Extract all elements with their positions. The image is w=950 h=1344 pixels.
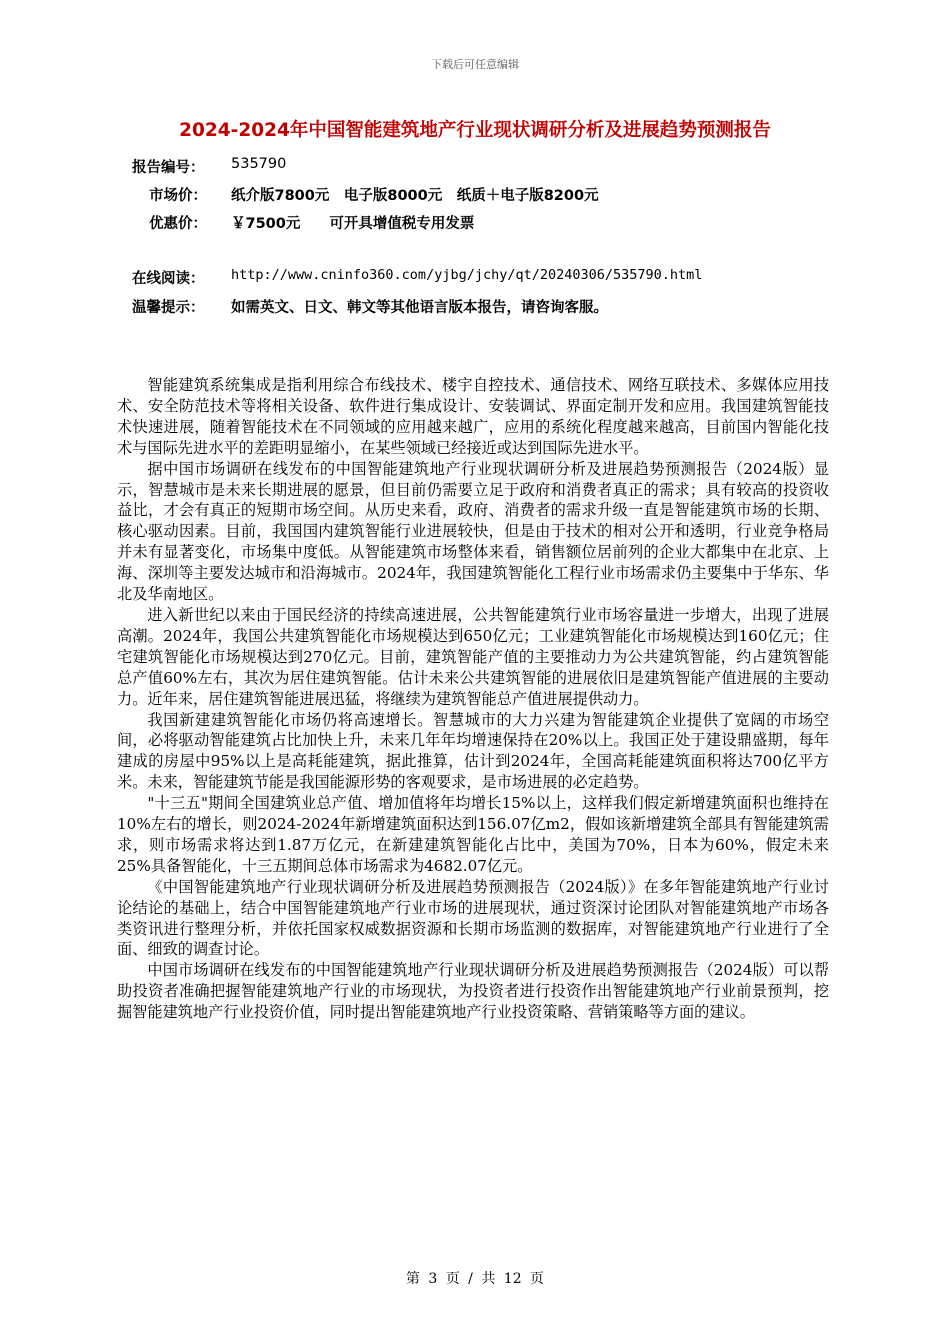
body-paragraph: 中国市场调研在线发布的中国智能建筑地产行业现状调研分析及进展趋势预测报告（2024版）可以帮助投资者准确把握智能建筑地产行业的市场现状，为投资者进行投资作出智能建筑地产行业前景预判，挖掘智能建筑地产行业投资价值，同时提出智能建筑地产行业投资策略、营销策略等方面的建议。 <box>117 961 829 1022</box>
body-paragraph: 《中国智能建筑地产行业现状调研分析及进展趋势预测报告（2024版）》在多年智能建筑地产行业讨论结论的基础上，结合中国智能建筑地产行业市场的进展现状，通过资深讨论团队对智能建筑地产市场各类资讯进行整理分析，并依托国家权威数据资源和长期市场监测的数据库，对智能建筑地产行业进行了全面、细致的调查讨论。 <box>117 877 829 959</box>
report-number-label: 报告编号： <box>132 160 205 176</box>
discount-price-label: 优惠价： <box>149 216 207 232</box>
body-paragraph: 进入新世纪以来由于国民经济的持续高速进展，公共智能建筑行业市场容量进一步增大，出现了进展高潮。2024年，我国公共建筑智能化市场规模达到650亿元；工业建筑智能化市场规模达到160亿元；住宅建筑智能化市场规模达到270亿元。目前，建筑智能产值的主要推动力为公共建筑智能，约占建筑智能总产值60%左右，其次为居住建筑智能。估计未来公共建筑智能的进展依旧是建筑智能产值进展的主要动力。近年来，居住建筑智能进展迅猛，将继续为建筑智能总产值进展提供动力。 <box>117 605 829 708</box>
online-reading-link[interactable]: http://www.cninfo360.com/yjbg/jchy/qt/20240306/535790.html <box>231 267 703 283</box>
tip-value: 如需英文、日文、韩文等其他语言版本报告，请咨询客服。 <box>231 300 608 316</box>
body-paragraph: "十三五"期间全国建筑业总产值、增加值将年均增长15%以上，这样我们假定新增建筑面积也维持在10%左右的增长，则2024-2024年新增建筑面积达到156.07亿m2，假如该新增建筑全部具有智能建筑需求，则市场需求将达到1.87万亿元，在新建建筑智能化占比中，美国为70%，日本为60%，假定未来25%具备智能化，十三五期间总体市场需求为4682.07亿元。 <box>117 794 829 875</box>
report-body <box>117 375 829 1023</box>
page-footer: 第 3 页 / 共 12 页 <box>405 1271 545 1287</box>
market-price-value: 纸介版7800元 电子版8000元 纸质＋电子版8200元 <box>231 188 599 204</box>
report-number-value: 535790 <box>231 156 287 172</box>
body-paragraph: 我国新建建筑智能化市场仍将高速增长。智慧城市的大力兴建为智能建筑企业提供了宽阔的市场空间，必将驱动智能建筑占比加快上升，未来几年年均增速保持在20%以上。我国正处于建设鼎盛期，每年建成的房屋中95%以上是高耗能建筑，据此推算，估计到2024年，全国高耗能建筑面积将达700亿平方米。未来，智能建筑节能是我国能源形势的客观要求，是市场进展的必定趋势。 <box>117 710 829 792</box>
body-paragraph: 智能建筑系统集成是指利用综合布线技术、楼宇自控技术、通信技术、网络互联技术、多媒体应用技术、安全防范技术等将相关设备、软件进行集成设计、安装调试、界面定制开发和应用。我国建筑智能技术快速进展，随着智能技术在不同领域的应用越来越广，应用的系统化程度越来越高，目前国内智能化技术与国际先进水平的差距明显缩小，在某些领域已经接近或达到国际先进水平。 <box>117 376 829 457</box>
discount-price-value: ￥7500元 可开具增值税专用发票 <box>231 216 475 232</box>
report-title: 2024-2024年中国智能建筑地产行业现状调研分析及进展趋势预测报告 <box>179 120 771 141</box>
market-price-label: 市场价： <box>149 188 207 204</box>
tip-label: 温馨提示： <box>132 300 205 316</box>
header-note: 下载后可任意编辑 <box>431 58 519 71</box>
body-paragraph: 据中国市场调研在线发布的中国智能建筑地产行业现状调研分析及进展趋势预测报告（2024版）显示，智慧城市是未来长期进展的愿景，但目前仍需要立足于政府和消费者真正的需求；具有较高的投资收益比，才会有真正的短期市场空间。从历史来看，政府、消费者的需求升级一直是智能建筑市场的长期、核心驱动因素。目前，我国国内建筑智能行业进展较快，但是由于技术的相对公开和透明，行业竞争格局并未有显著变化，市场集中度低。从智能建筑市场整体来看，销售额位居前列的企业大都集中在北京、上海、深圳等主要发达城市和沿海城市。2024年，我国建筑智能化工程行业市场需求仍主要集中于华东、华北及华南地区。 <box>117 459 829 604</box>
online-reading-label: 在线阅读： <box>132 271 205 287</box>
